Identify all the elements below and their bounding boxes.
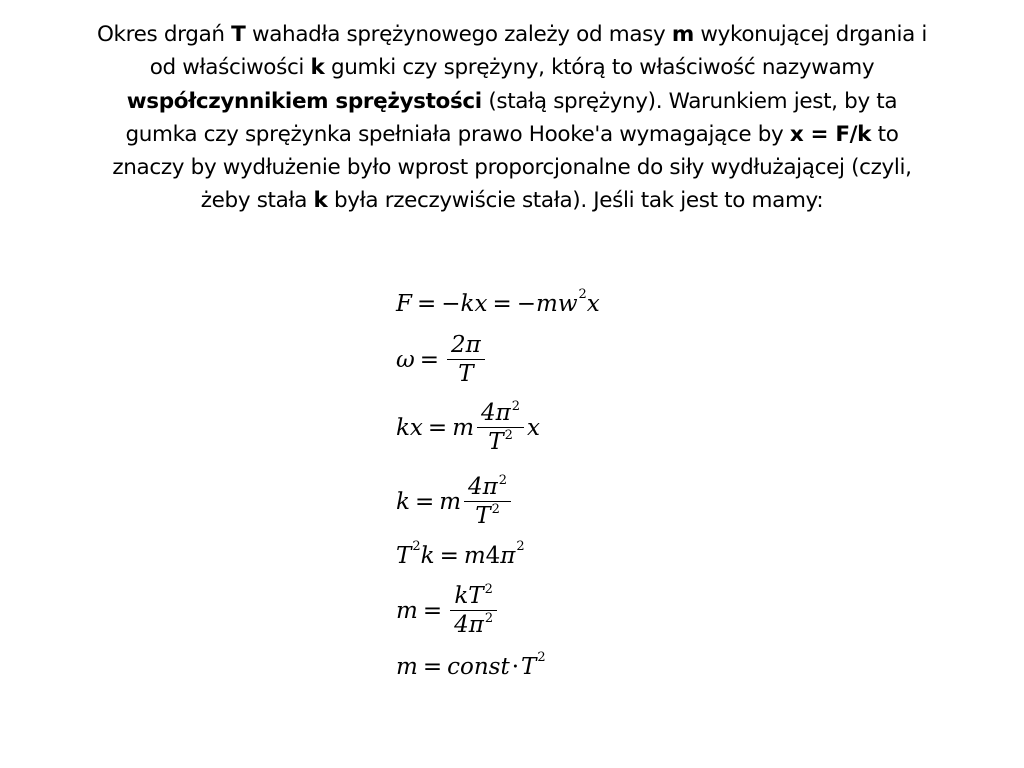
math-symbol: kx	[396, 414, 423, 441]
denominator-base: T	[488, 429, 504, 455]
fraction-denominator	[471, 502, 504, 528]
fraction-numerator	[464, 473, 511, 502]
bold-hooke-formula: x = F/k	[789, 121, 872, 147]
text-segment: to znaczy by wydłużenie było wprost proporcjonalne do siły wydłużającej (czyli, żeby stała	[112, 121, 912, 214]
exponent: 2	[516, 539, 525, 554]
denominator-base: T	[475, 503, 491, 529]
math-symbol: m	[396, 597, 418, 624]
equation-kx-substitution	[396, 399, 541, 455]
numerator-base: 4π	[481, 400, 511, 426]
numerator-base: kT	[454, 583, 484, 609]
exponent: 2	[412, 539, 421, 554]
text-segment: Okres drgań	[96, 22, 232, 47]
math-symbol: k	[420, 543, 435, 569]
math-number: 4	[485, 543, 501, 569]
bold-term-period: T	[231, 22, 246, 47]
fraction-numerator	[450, 582, 497, 611]
math-symbol: ω	[396, 346, 415, 373]
minus-sign: −	[516, 291, 537, 317]
math-symbol: T	[396, 543, 412, 569]
equals-sign: =	[439, 543, 459, 569]
exponent: 2	[491, 502, 500, 517]
fraction-denominator: T	[458, 361, 474, 387]
math-symbol: x	[586, 291, 600, 317]
math-symbol: m	[396, 654, 418, 680]
equals-sign: =	[422, 597, 443, 624]
math-symbol: π	[500, 543, 516, 569]
bold-term-mass: m	[671, 22, 694, 47]
numerator-base: 4π	[468, 474, 498, 500]
denominator-base: 4π	[454, 612, 484, 638]
exponent: 2	[537, 650, 546, 665]
multiplication-dot: ·	[511, 654, 519, 680]
math-symbol: m	[439, 488, 462, 515]
math-symbol: x	[527, 414, 541, 441]
exponent: 2	[498, 473, 508, 488]
equals-sign: =	[414, 488, 435, 515]
minus-sign: −	[441, 291, 461, 317]
text-segment: wykonującej drgania i od właściwości	[149, 22, 928, 81]
exponent: 2	[504, 428, 513, 443]
equals-sign: =	[492, 291, 512, 317]
fraction-numerator: 2π	[447, 334, 485, 360]
equals-sign: =	[427, 414, 448, 441]
equation-hooke-force	[396, 287, 600, 317]
math-symbol: m	[463, 543, 486, 569]
equation-t-squared-k	[396, 539, 525, 569]
math-symbol: m	[452, 414, 475, 441]
fraction-denominator	[450, 611, 497, 637]
exponent: 2	[511, 399, 521, 414]
fraction	[447, 334, 485, 386]
text-segment: była rzeczywiście stała). Jeśli tak jest to mamy:	[327, 188, 824, 214]
text-segment: gumki czy sprężyny, którą to właściwość nazywamy	[324, 55, 875, 81]
description-paragraph	[92, 18, 932, 218]
exponent: 2	[578, 287, 587, 302]
equals-sign: =	[419, 346, 440, 373]
text-segment: (stałą sprężyny). Warunkiem jest, by ta gumka czy sprężynka spełniała prawo Hooke'a wymagające by	[125, 88, 898, 147]
exponent: 2	[484, 611, 494, 626]
bold-term-k: k	[313, 188, 328, 214]
bold-term-spring-constant: współczynnikiem sprężystości	[126, 88, 482, 114]
fraction-numerator	[477, 399, 524, 428]
fraction-denominator	[484, 428, 517, 454]
fraction	[464, 473, 511, 529]
fraction	[477, 399, 524, 455]
math-symbol: F	[396, 291, 412, 317]
fraction	[450, 582, 497, 638]
bold-term-k: k	[310, 55, 325, 81]
math-symbol: k	[396, 488, 410, 515]
equation-angular-frequency	[396, 334, 488, 386]
math-symbol: mw	[536, 291, 578, 317]
exponent: 2	[484, 582, 493, 597]
math-symbol: kx	[460, 291, 488, 317]
text-segment: wahadła sprężynowego zależy od masy	[245, 22, 672, 47]
math-symbol: const	[447, 654, 510, 680]
equation-mass-formula	[396, 582, 500, 638]
equals-sign: =	[422, 654, 443, 680]
math-symbol: T	[521, 654, 537, 680]
equation-k-derivation	[396, 473, 514, 529]
equation-mass-proportional	[396, 650, 546, 680]
equals-sign: =	[416, 291, 437, 317]
